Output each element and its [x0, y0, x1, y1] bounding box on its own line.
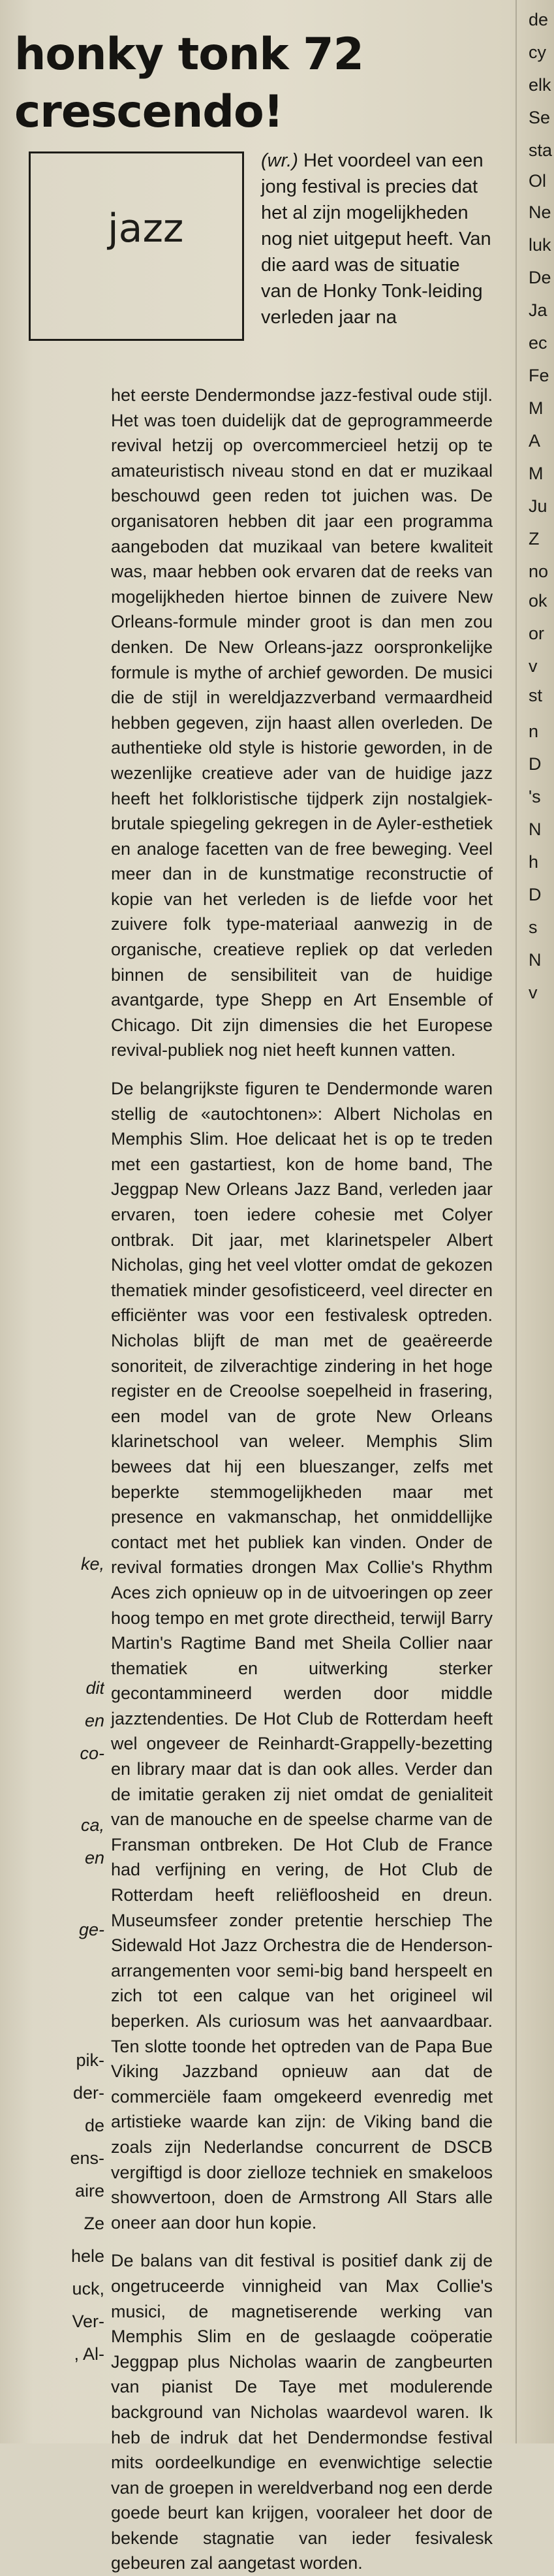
right-column-fragment: Ju — [529, 496, 547, 516]
right-column-fragment: luk — [529, 235, 551, 255]
right-column-fragment: ec — [529, 333, 547, 353]
right-column-fragment: h — [529, 852, 539, 872]
left-column-fragment: ca, — [80, 1815, 104, 1835]
right-column-fragment: no — [529, 562, 549, 581]
right-column-fragment: Se — [529, 108, 551, 127]
right-column-fragment: M — [529, 398, 544, 418]
adjacent-column-left — [0, 1554, 104, 2403]
right-column-fragment: n — [529, 722, 539, 741]
right-column-fragment: Fe — [529, 366, 549, 385]
article-lead — [261, 148, 493, 330]
right-column-fragment: N — [529, 819, 542, 839]
body-paragraph: De belangrijkste figuren te Dendermonde waren stellig de «autochtonen»: Albert Nicholas en Memphis Slim. Hoe delicaat het is op te treden met een gastartiest, kon de home band, The Jeggpap New Orleans Jazz Band, verleden jaar ervaren, toen iedere cohesie met Colyer ontbrak. Dit jaar, met klarinetspeler Albert Nicholas, ging het veel vlotter omdat de gekozen thematiek minder gesofisticeerd, veel directer en efficiënter was voor een festivalesk optreden. Nicholas blijft de man met de geaëreerde sonoriteit, de zilverachtige zindering in het hoge register en de Creoolse soepelheid in frasering, een model van de grote New Orleans klarinetschool van weleer. Memphis Slim bewees dat hij een blueszanger, zelfs met beperkte stemmogelijkheden maar met presence en vakmanschap, het onmiddellijke contact met het publiek kan vinden. Onder de revival formaties drongen Max Collie's Rhythm Aces zich opnieuw op in de uitvoeringen op zeer hoog tempo en met grote directheid, terwijl Barry Martin's Ragtime Band met Sheila Collier naar thematiek en uitwerking sterker gecontammineerd werden door middle jazztendenties. De Hot Club de Rotterdam heeft wel ongeveer de Reinhardt-Grappelly-bezetting en library maar dat is dan ook alles. Verder dan de imitatie geraken zij niet omdat de genialiteit van de manouche en de speelse charme van de Fransman ontbreken. De Hot Club de France had verfijning en vering, de Hot Club de Rotterdam heeft reliëfloosheid en dreun. Museumsfeer zonder pretentie herschiep The Sidewald Hot Jazz Orchestra die de Henderson-arrangementen voor semi-big band herspeelt en zich tot een calque van het origineel wil beperken. Als curiosum was het aanvaardbaar. Ten slotte toonde het optreden van de Papa Bue Viking Jazzband opnieuw aan dat de commerciële faam omgekeerd evenredig met artistieke waarde kan zijn: de Viking band die zoals zijn Nederlandse concurrent de DSCB vergiftigd is door zielloze techniek en smakeloos showvertoon, doen de Armstrong All Stars alle oneer aan door hun kopie. — [111, 1079, 493, 2233]
right-column-fragment: v — [529, 983, 538, 1002]
left-column-fragment: ke, — [80, 1554, 104, 1574]
left-column-fragment: aire — [74, 2181, 104, 2201]
right-column-fragment: or — [529, 624, 545, 643]
lead-text: Het voordeel van een jong festival is precies dat het al zijn mogelijkheden nog niet uitgeput heeft. Van die aard was de situatie van de Honky Tonk-leiding verleden jaar na — [261, 150, 491, 328]
right-column-fragment: D — [529, 754, 542, 774]
right-column-fragment: st — [529, 686, 543, 705]
left-column-fragment: en — [84, 1711, 104, 1730]
right-column-fragment: cy — [529, 42, 546, 62]
left-column-fragment: de — [84, 2116, 104, 2135]
right-column-fragment: de — [529, 10, 549, 29]
column-rule — [516, 0, 517, 2443]
left-column-fragment: Ze — [84, 2214, 104, 2233]
right-column-fragment: M — [529, 464, 544, 483]
byline: (wr.) — [261, 150, 298, 171]
left-column-fragment: dit — [85, 1678, 104, 1698]
section-label-box — [29, 151, 244, 341]
body-paragraph: De balans van dit festival is positief dank zij de ongetruceerde vinnigheid van Max Collie's musici, de magnetiserende werking van Memphis Slim en de geslaagde coöperatie Jeggpap plus Nicholas waarin de zangbeurten van pianist De Taye met modulerende background van Nicholas waardevol waren. Ik heb de indruk dat het Dendermondse festival mits oordeelkundige en evenwichtige selectie van de groepen in wereldverband nog een derde goede beurt kan krijgen, vooraleer het door de bekende stagnatie van ieder fesivalesk gebeuren zal aangetast worden. — [111, 2251, 493, 2573]
right-column-fragment: A — [529, 431, 541, 451]
left-column-fragment: der- — [72, 2083, 104, 2103]
body-paragraph: het eerste Dendermondse jazz-festival oude stijl. Het was toen duidelijk dat de geprogrammeerde revival hetzij op overcommercieel hetzij op te amateuristisch niveau stond en dat er muzikaal beschouwd geen reden tot juichen was. De organisatoren hebben dit jaar een programma aangeboden dat muzikaal van betere kwaliteit was, maar hebben ook ervaren dat de reeks van mogelijkheden hiertoe binnen de zuivere New Orleans-formule minder groot is dan men zou denken. De New Orleans-jazz oorspronkelijke formule is mythe of archief geworden. De musici die de stijl in wereldjazzverband vermaardheid hebben gegeven, zijn haast allen overleden. De authentieke old style is historie geworden, in de wezenlijke creatieve ader van de huidige jazz heeft het folkloristische tijdperk zijn nostalgiek-brutale spiegeling gekregen in de Ayler-esthetiek en analoge facetten van de free beweging. Veel meer dan in de kunstmatige reconstructie of kopie van het verleden is de liefde voor het zuivere folk type-materiaal aanwezig in de organische, creatieve repliek op dat verleden binnen de sensibiliteit van de huidige avantgarde, type Shepp en Art Ensemble of Chicago. Dit zijn dimensies die het Europese revival-publiek nog niet heeft kunnen vatten. — [111, 385, 493, 1060]
left-column-fragment: hele — [70, 2246, 104, 2266]
left-column-fragment: uck, — [72, 2279, 104, 2298]
left-column-fragment: , Al- — [74, 2344, 104, 2364]
title-line-1: honky tonk 72 — [14, 29, 363, 80]
right-column-fragment: Ja — [529, 300, 547, 320]
left-column-fragment: co- — [80, 1743, 104, 1763]
right-column-fragment: Z — [529, 529, 540, 549]
left-column-fragment: ge- — [78, 1920, 104, 1939]
right-column-fragment: Ol — [529, 171, 546, 191]
section-label: jazz — [108, 206, 184, 251]
right-column-fragment: ok — [529, 591, 547, 611]
left-column-fragment: pik- — [76, 2050, 104, 2070]
right-column-fragment: 's — [529, 787, 541, 806]
left-column-fragment: ens- — [70, 2148, 104, 2168]
title-line-2: crescendo! — [14, 86, 283, 138]
article-title — [14, 26, 484, 141]
right-column-fragment: sta — [529, 140, 553, 160]
article-body — [111, 383, 493, 2576]
right-column-fragment: v — [529, 656, 538, 676]
left-column-fragment: en — [84, 1848, 104, 1868]
right-column-fragment: D — [529, 885, 542, 904]
right-column-fragment: De — [529, 268, 551, 287]
right-column-fragment: s — [529, 917, 538, 937]
adjacent-column-right — [522, 0, 554, 2443]
left-column-fragment: Ver- — [72, 2312, 104, 2331]
right-column-fragment: Ne — [529, 202, 551, 222]
right-column-fragment: N — [529, 950, 542, 970]
right-column-fragment: elk — [529, 75, 551, 95]
